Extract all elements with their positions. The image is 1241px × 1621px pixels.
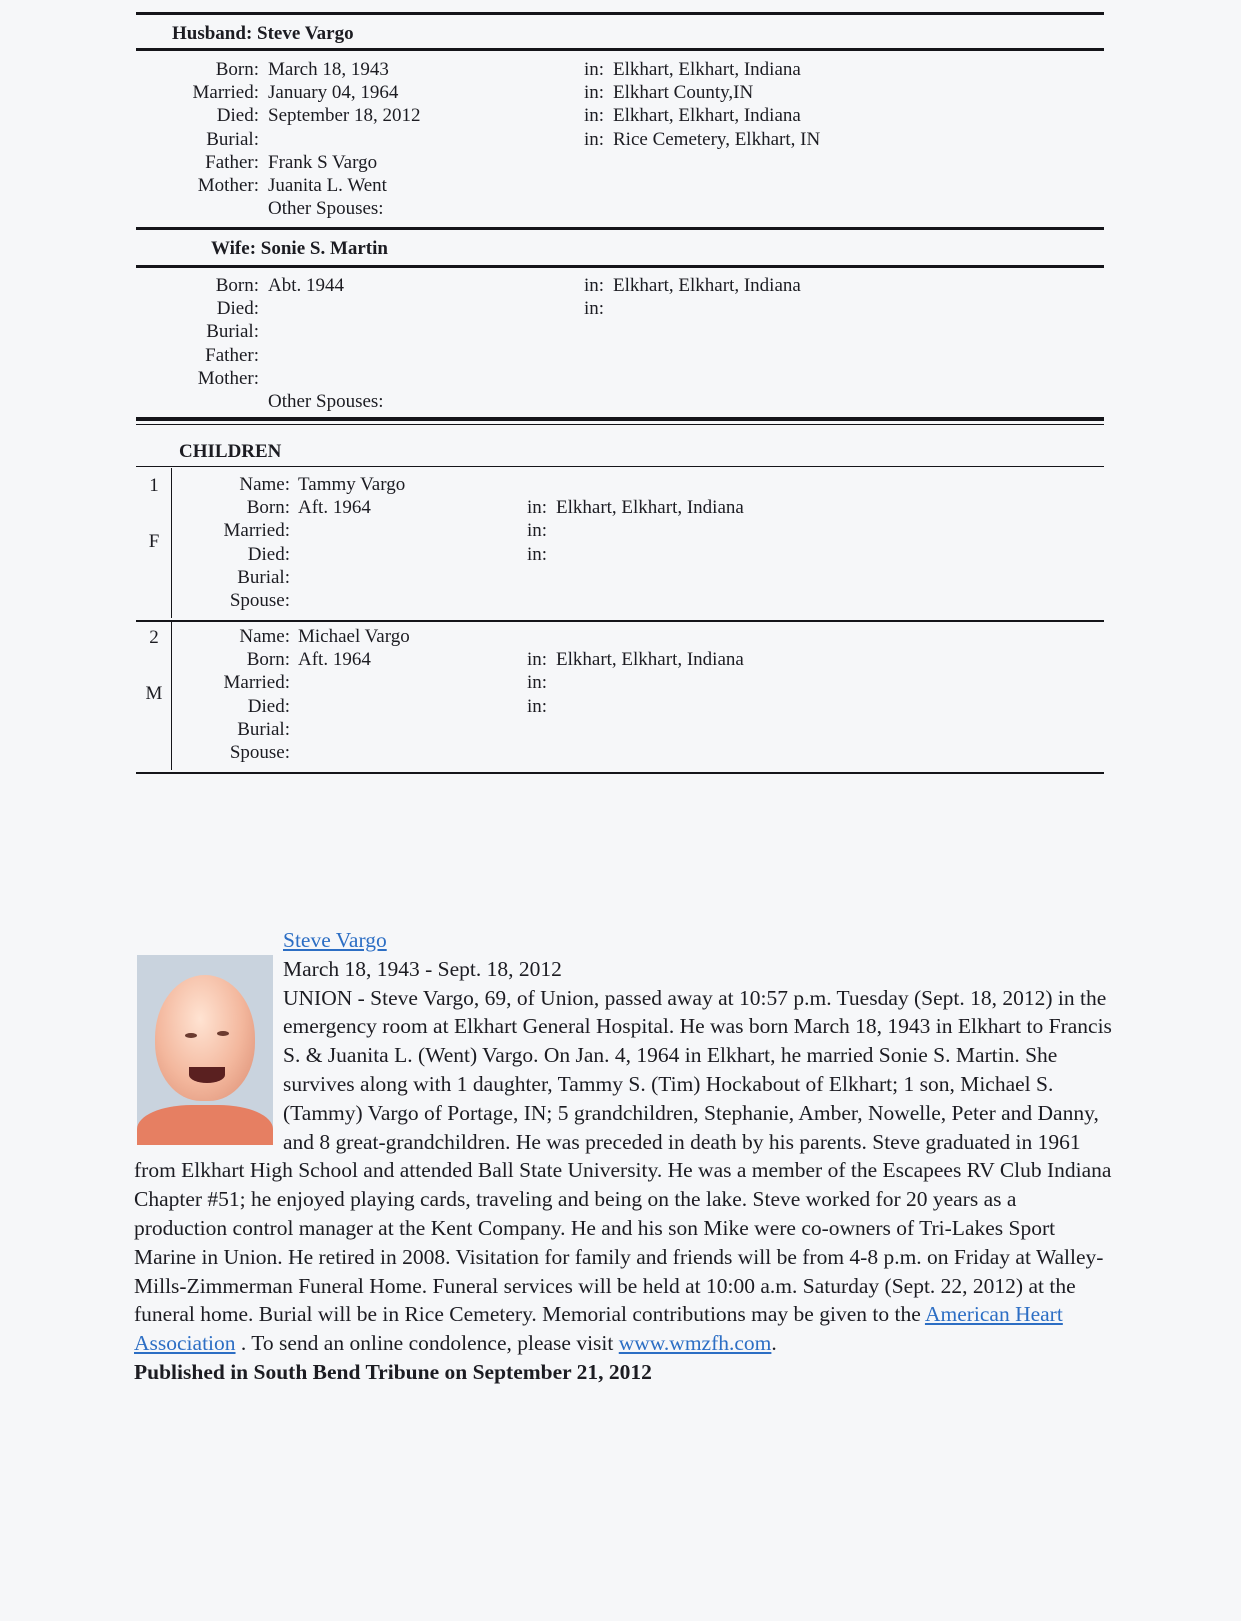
published-line: Published in South Bend Tribune on September 21, 2012 [134, 1359, 652, 1384]
obituary-name-link[interactable]: Steve Vargo [283, 928, 387, 952]
husband-value: March 18, 1943 [268, 59, 389, 80]
children-top-rule [136, 417, 1104, 421]
wife-label: Born: [215, 275, 259, 296]
child-value: Aft. 1964 [298, 649, 371, 671]
husband-label: Married: [192, 82, 259, 104]
photo-shirt [137, 1105, 273, 1145]
husband-top-rule [136, 12, 1104, 15]
husband-label: Burial: [206, 128, 259, 150]
husband-header-rule [136, 48, 1104, 51]
child-label: Burial: [237, 566, 290, 588]
wife-label: Died: [216, 298, 259, 320]
child-number: 1 [149, 475, 159, 496]
husband-label: Mother: [197, 175, 259, 196]
husband-place: Elkhart, Elkhart, Indiana [613, 59, 801, 80]
wife-place: Elkhart, Elkhart, Indiana [613, 275, 801, 296]
child-label: Spouse: [229, 742, 290, 763]
husband-header-label: Husband: [172, 23, 253, 44]
husband-in-label: in: [584, 128, 605, 150]
wife-label: Mother: [197, 367, 259, 389]
husband-in-label: in: [584, 59, 605, 80]
husband-label: Born: [215, 59, 259, 80]
child-in-label: in: [527, 497, 548, 519]
child-label: Spouse: [229, 590, 290, 611]
husband-in-label: in: [584, 105, 605, 127]
obituary-photo [137, 955, 273, 1145]
child-label: Died: [247, 543, 290, 565]
child-place: Elkhart, Elkhart, Indiana [556, 497, 744, 519]
husband-header [172, 23, 354, 45]
child-sex: M [145, 683, 163, 704]
child-label: Name: [239, 474, 290, 495]
husband-value: Other Spouses: [268, 198, 384, 220]
obituary-body: UNION - Steve Vargo, 69, of Union, passed away at 10:57 p.m. Tuesday (Sept. 18, 2012) in the emergency room at Elkhart General Hospital. He was born March 18, 1943 in Elkhart to Francis S. & Juanita L. (Went) Vargo. On Jan. 4, 1964 in Elkhart, he married Sonie S. Martin. She survives along with 1 daughter, Tammy S. (Tim) Hockabout of Elkhart; 1 son, Michael S. (Tammy) Vargo of Portage, IN; 5 grandchildren, Stephanie, Amber, Nowelle, Peter and Danny, and 8 great-grandchildren. He was preceded in death by his parents. Steve graduated in 1961 from Elkhart High School and attended Ball State University. He was a member of the Escapees RV Club Indiana Chapter #51; he enjoyed playing cards, traveling and being on the lake. Steve worked for 20 years as a production control manager at the Kent Company. He and his son Mike were co-owners of Tri-Lakes Sport Marine in Union. He retired in 2008. Visitation for family and friends will be from 4-8 p.m. on Friday at Walley-Mills-Zimmerman Funeral Home. Funeral services will be held at 10:00 a.m. Saturday (Sept. 22, 2012) at the funeral home. Burial will be in Rice Cemetery. Memorial contributions may be given to the [134, 985, 1112, 1327]
child-label: Married: [223, 520, 290, 542]
charity-link[interactable]: American Heart Association [134, 1302, 1063, 1356]
obituary-dates: March 18, 1943 - Sept. 18, 2012 [283, 956, 562, 981]
photo-left-eye [185, 1033, 197, 1038]
child-bottom-rule [136, 620, 1104, 622]
photo-mouth [189, 1067, 225, 1083]
wife-name: Sonie S. Martin [260, 238, 388, 259]
husband-place: Elkhart, Elkhart, Indiana [613, 105, 801, 127]
husband-place: Rice Cemetery, Elkhart, IN [613, 128, 821, 150]
child-label: Born: [246, 497, 290, 519]
wife-header-rule [136, 265, 1104, 268]
wife-value: Abt. 1944 [268, 275, 344, 296]
husband-place: Elkhart County,IN [613, 82, 754, 104]
wife-label: Father: [205, 344, 259, 366]
child-sex: F [148, 531, 160, 552]
husband-value: Juanita L. Went [268, 175, 387, 196]
obituary [134, 927, 1114, 1387]
photo-right-eye [217, 1031, 229, 1036]
obituary-body-2: . To send an online condolence, please visit [235, 1331, 614, 1356]
child-label: Name: [239, 626, 290, 647]
children-top-rule-2 [136, 424, 1104, 425]
wife-in-label: in: [584, 275, 605, 296]
child-in-label: in: [527, 695, 548, 717]
husband-label: Father: [205, 151, 259, 173]
child-place: Elkhart, Elkhart, Indiana [556, 649, 744, 671]
faded-bleed-through [234, 778, 238, 796]
husband-value: September 18, 2012 [268, 105, 421, 127]
children-header-rule [136, 466, 1104, 467]
child-value: Michael Vargo [298, 626, 410, 647]
child-value: Aft. 1964 [298, 497, 371, 519]
child-in-label: in: [527, 520, 548, 542]
wife-header-label: Wife: [211, 238, 257, 259]
husband-label: Died: [216, 105, 259, 127]
child-label: Burial: [237, 718, 290, 740]
website-link[interactable]: www.wmzfh.com [618, 1331, 772, 1356]
obituary-body-3: . [771, 1331, 777, 1356]
wife-top-rule [136, 227, 1104, 230]
child-value: Tammy Vargo [298, 474, 406, 495]
wife-in-label: in: [584, 298, 605, 320]
child-bottom-rule [136, 772, 1104, 774]
husband-value: January 04, 1964 [268, 82, 399, 104]
husband-in-label: in: [584, 82, 605, 104]
husband-name: Steve Vargo [257, 23, 354, 44]
child-number: 2 [149, 627, 159, 648]
wife-value: Other Spouses: [268, 391, 384, 412]
child-label: Died: [247, 695, 290, 717]
wife-header [211, 238, 388, 260]
wife-label: Burial: [206, 321, 259, 343]
child-label: Born: [246, 649, 290, 671]
child-in-label: in: [527, 649, 548, 671]
child-in-label: in: [527, 543, 548, 565]
children-title: CHILDREN [179, 441, 282, 462]
child-label: Married: [223, 672, 290, 694]
husband-value: Frank S Vargo [268, 151, 378, 173]
child-in-label: in: [527, 672, 548, 694]
